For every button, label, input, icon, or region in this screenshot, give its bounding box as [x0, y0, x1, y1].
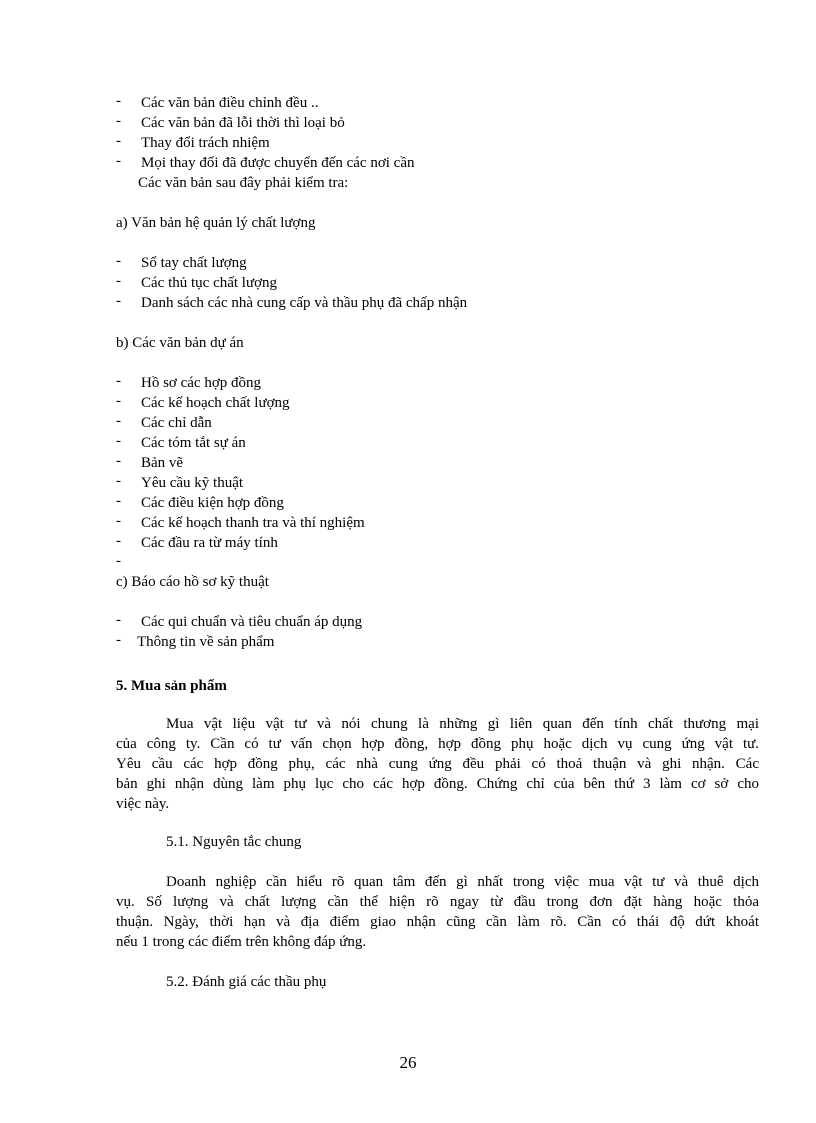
paragraph-line: Mua vật liệu vật tư và nói chung là những gì liên quan đến tính chất thương mại: [166, 716, 759, 732]
list-item: Các qui chuẩn và tiêu chuẩn áp dụng: [141, 614, 363, 630]
list-item: Các kế hoạch chất lượng: [141, 395, 290, 411]
bullet-dash: -: [116, 253, 121, 269]
list-item: Các thủ tục chất lượng: [141, 275, 278, 291]
bullet-dash: -: [116, 632, 121, 648]
section-a-title: a) Văn bản hệ quản lý chất lượng: [116, 215, 316, 231]
section-b-title: b) Các văn bản dự án: [116, 335, 244, 351]
bullet-dash: -: [116, 533, 121, 549]
list-item: Các kế hoạch thanh tra và thí nghiệm: [141, 515, 365, 531]
bullet-dash: -: [116, 153, 121, 169]
bullet-dash: -: [116, 612, 121, 628]
paragraph-line: thuận. Ngày, thời hạn và địa điểm giao nhận cũng cần làm rõ. Cần có thái độ dứt khoát: [116, 914, 759, 930]
list-item: Các tóm tắt sự án: [141, 435, 246, 451]
paragraph-line: việc này.: [116, 796, 170, 812]
bullet-dash: -: [116, 453, 121, 469]
bullet-dash: -: [116, 113, 121, 129]
bullet-dash: -: [116, 433, 121, 449]
paragraph-line: Doanh nghiệp cần hiểu rõ quan tâm đến gì nhất trong việc mua vật tư và thuê dịch: [166, 874, 759, 890]
bullet-dash: -: [116, 293, 121, 309]
bullet-dash: -: [116, 133, 121, 149]
bullet-dash: -: [116, 413, 121, 429]
list-item: Các điều kiện hợp đồng: [141, 495, 284, 511]
bullet-dash: -: [116, 553, 121, 569]
list-item: Các chỉ dẫn: [141, 415, 212, 431]
bullet-dash: -: [116, 273, 121, 289]
paragraph-line: vụ. Số lượng và chất lượng cần thể hiện rõ ngay từ đầu trong đơn đặt hàng hoặc thỏa: [116, 894, 759, 910]
list-item: Bản vẽ: [141, 455, 184, 471]
bullet-dash: -: [116, 513, 121, 529]
paragraph-line: của công ty. Cần có tư vấn chọn hợp đồng, hợp đồng phụ hoặc dịch vụ cung ứng vật tư.: [116, 736, 759, 752]
list-item: Yêu cầu kỹ thuật: [141, 475, 244, 491]
bullet-dash: -: [116, 393, 121, 409]
bullet-dash: -: [116, 93, 121, 109]
list-item: Các đầu ra từ máy tính: [141, 535, 278, 551]
list-item: Các văn bản điều chỉnh đều ..: [141, 95, 319, 111]
list-item: Mọi thay đổi đã được chuyển đến các nơi cần: [141, 155, 415, 171]
list-item: Thông tin về sản phẩm: [137, 634, 275, 650]
page-number: 26: [399, 1053, 417, 1072]
paragraph-line: nếu 1 trong các điểm trên không đáp ứng.: [116, 934, 367, 950]
bullet-dash: -: [116, 493, 121, 509]
list-item: Hồ sơ các hợp đồng: [141, 375, 262, 391]
section-c-title: c) Báo cáo hồ sơ kỹ thuật: [116, 574, 269, 590]
list-item: Các văn bản đã lỗi thời thì loại bỏ: [141, 115, 345, 131]
subsection-5-2-heading: 5.2. Đánh giá các thầu phụ: [166, 974, 327, 990]
bullet-dash: -: [116, 373, 121, 389]
check-intro: Các văn bản sau đây phải kiểm tra:: [138, 175, 349, 191]
list-item: Danh sách các nhà cung cấp và thầu phụ đã chấp nhận: [141, 295, 468, 311]
subsection-5-1-heading: 5.1. Nguyên tắc chung: [166, 834, 302, 850]
paragraph-line: bản ghi nhận dùng làm phụ lục cho các hợp đồng. Chứng chỉ của bên thứ 3 làm cơ sở cho: [116, 776, 759, 792]
list-item: Sổ tay chất lượng: [141, 255, 247, 271]
section-5-heading: 5. Mua sản phẩm: [116, 678, 227, 694]
paragraph-line: Yêu cầu các hợp đồng phụ, các nhà cung ứng đều phải có thoả thuận và ghi nhận. Các: [116, 756, 759, 772]
bullet-dash: -: [116, 473, 121, 489]
list-item: Thay đổi trách nhiệm: [141, 135, 270, 151]
